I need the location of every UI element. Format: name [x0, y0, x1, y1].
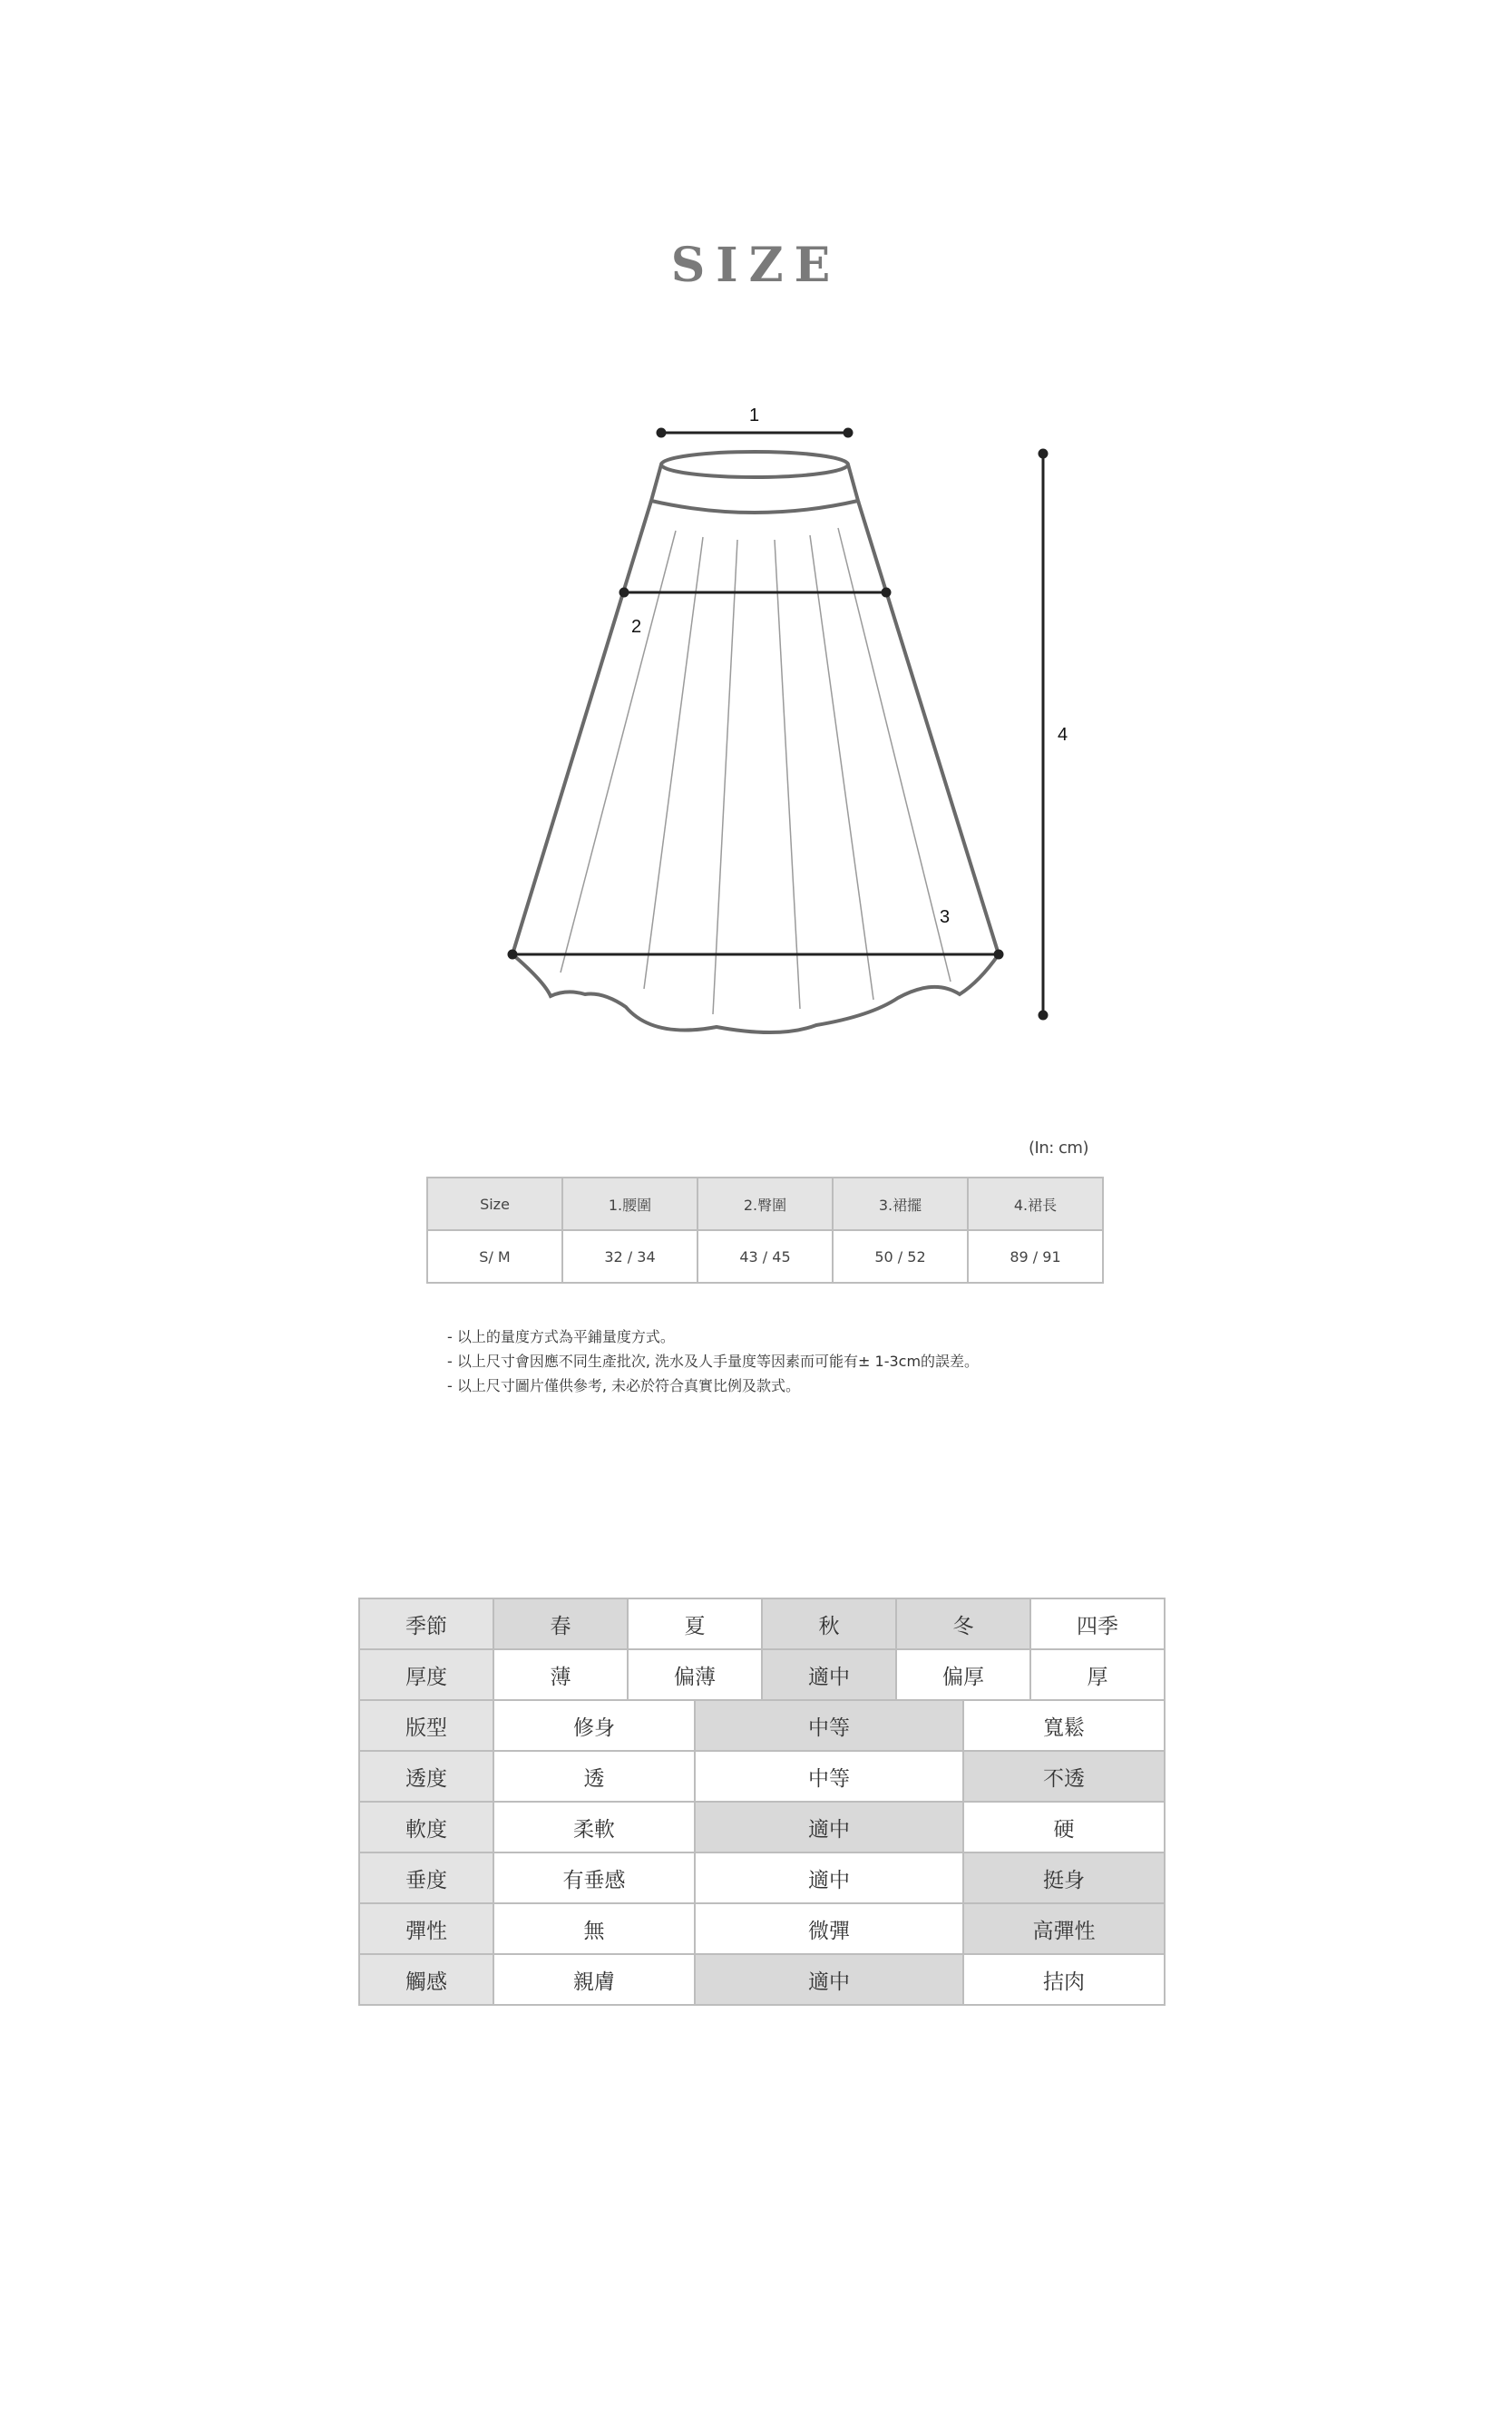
- measurement-notes: [447, 1325, 979, 1398]
- pleat-line: [810, 535, 873, 1000]
- row-label: 透度: [359, 1751, 493, 1802]
- skirt-waist-top: [661, 452, 848, 477]
- option-cell: 微彈: [695, 1903, 963, 1954]
- option-cell: 寬鬆: [963, 1700, 1165, 1751]
- option-cell: 適中: [695, 1802, 963, 1852]
- unit-note: (In: cm): [1029, 1139, 1088, 1158]
- option-cell: 厚: [1030, 1649, 1165, 1700]
- fabric-row-thickness: [359, 1649, 1165, 1700]
- row-label: 垂度: [359, 1852, 493, 1903]
- option-cell: 薄: [493, 1649, 628, 1700]
- header-cell: 2.臀圍: [697, 1178, 833, 1230]
- option-cell: 不透: [963, 1751, 1165, 1802]
- pleat-line: [644, 537, 703, 989]
- option-cell: 適中: [695, 1852, 963, 1903]
- option-cell: 偏薄: [628, 1649, 762, 1700]
- option-cell: 夏: [628, 1598, 762, 1649]
- measure-point: [883, 589, 890, 596]
- option-cell: 冬: [896, 1598, 1030, 1649]
- option-cell: 春: [493, 1598, 628, 1649]
- fabric-row-softness: [359, 1802, 1165, 1852]
- option-cell: 適中: [695, 1954, 963, 2005]
- table-cell: 50 / 52: [833, 1230, 968, 1283]
- option-cell: 四季: [1030, 1598, 1165, 1649]
- option-cell: 有垂感: [493, 1852, 695, 1903]
- fabric-row-season: [359, 1598, 1165, 1649]
- note-line: - 以上尺寸圖片僅供參考, 未必於符合真實比例及款式。: [447, 1377, 801, 1394]
- option-cell: 中等: [695, 1700, 963, 1751]
- pleat-line: [838, 528, 951, 982]
- measure-label-2: 2: [631, 617, 642, 637]
- table-cell: 43 / 45: [697, 1230, 833, 1283]
- fabric-properties-table: [358, 1598, 1166, 2006]
- option-cell: 硬: [963, 1802, 1165, 1852]
- row-label: 厚度: [359, 1649, 493, 1700]
- measure-label-3: 3: [940, 907, 951, 927]
- measure-point: [1039, 1012, 1047, 1019]
- note-line: - 以上的量度方式為平鋪量度方式。: [447, 1328, 675, 1345]
- option-cell: 秋: [762, 1598, 896, 1649]
- measure-point: [658, 429, 665, 436]
- pleat-line: [713, 540, 737, 1014]
- fabric-row-elasticity: [359, 1903, 1165, 1954]
- size-table-header: [427, 1178, 1103, 1230]
- measure-point: [620, 589, 628, 596]
- option-cell: 中等: [695, 1751, 963, 1802]
- table-cell: S/ M: [427, 1230, 562, 1283]
- measure-label-4: 4: [1058, 725, 1068, 745]
- fabric-row-touch: [359, 1954, 1165, 2005]
- pleat-line: [775, 540, 800, 1009]
- measure-label-1: 1: [749, 406, 760, 425]
- header-cell: 3.裙擺: [833, 1178, 968, 1230]
- table-cell: 32 / 34: [562, 1230, 697, 1283]
- table-row: [427, 1230, 1103, 1283]
- option-cell: 柔軟: [493, 1802, 695, 1852]
- option-cell: 偏厚: [896, 1649, 1030, 1700]
- option-cell: 適中: [762, 1649, 896, 1700]
- row-label: 彈性: [359, 1903, 493, 1954]
- header-cell: 1.腰圍: [562, 1178, 697, 1230]
- note-line: - 以上尺寸會因應不同生產批次, 洗水及人手量度等因素而可能有± 1-3cm的誤差。: [447, 1353, 980, 1370]
- option-cell: 拮肉: [963, 1954, 1165, 2005]
- size-table: [426, 1177, 1104, 1284]
- header-cell: Size: [427, 1178, 562, 1230]
- row-label: 版型: [359, 1700, 493, 1751]
- option-cell: 透: [493, 1751, 695, 1802]
- table-cell: 89 / 91: [968, 1230, 1103, 1283]
- measure-point: [844, 429, 852, 436]
- option-cell: 無: [493, 1903, 695, 1954]
- fabric-row-drape: [359, 1852, 1165, 1903]
- row-label: 軟度: [359, 1802, 493, 1852]
- measure-point: [1039, 450, 1047, 457]
- option-cell: 修身: [493, 1700, 695, 1751]
- skirt-diagram: [0, 0, 1512, 1089]
- option-cell: 高彈性: [963, 1903, 1165, 1954]
- measure-point: [995, 951, 1002, 958]
- header-cell: 4.裙長: [968, 1178, 1103, 1230]
- measure-point: [509, 951, 516, 958]
- skirt-outline: [512, 501, 999, 1032]
- fabric-row-fit: [359, 1700, 1165, 1751]
- option-cell: 親膚: [493, 1954, 695, 2005]
- row-label: 季節: [359, 1598, 493, 1649]
- fabric-row-transparency: [359, 1751, 1165, 1802]
- pleat-line: [561, 531, 676, 973]
- option-cell: 挺身: [963, 1852, 1165, 1903]
- page-title: SIZE: [670, 238, 842, 293]
- row-label: 觸感: [359, 1954, 493, 2005]
